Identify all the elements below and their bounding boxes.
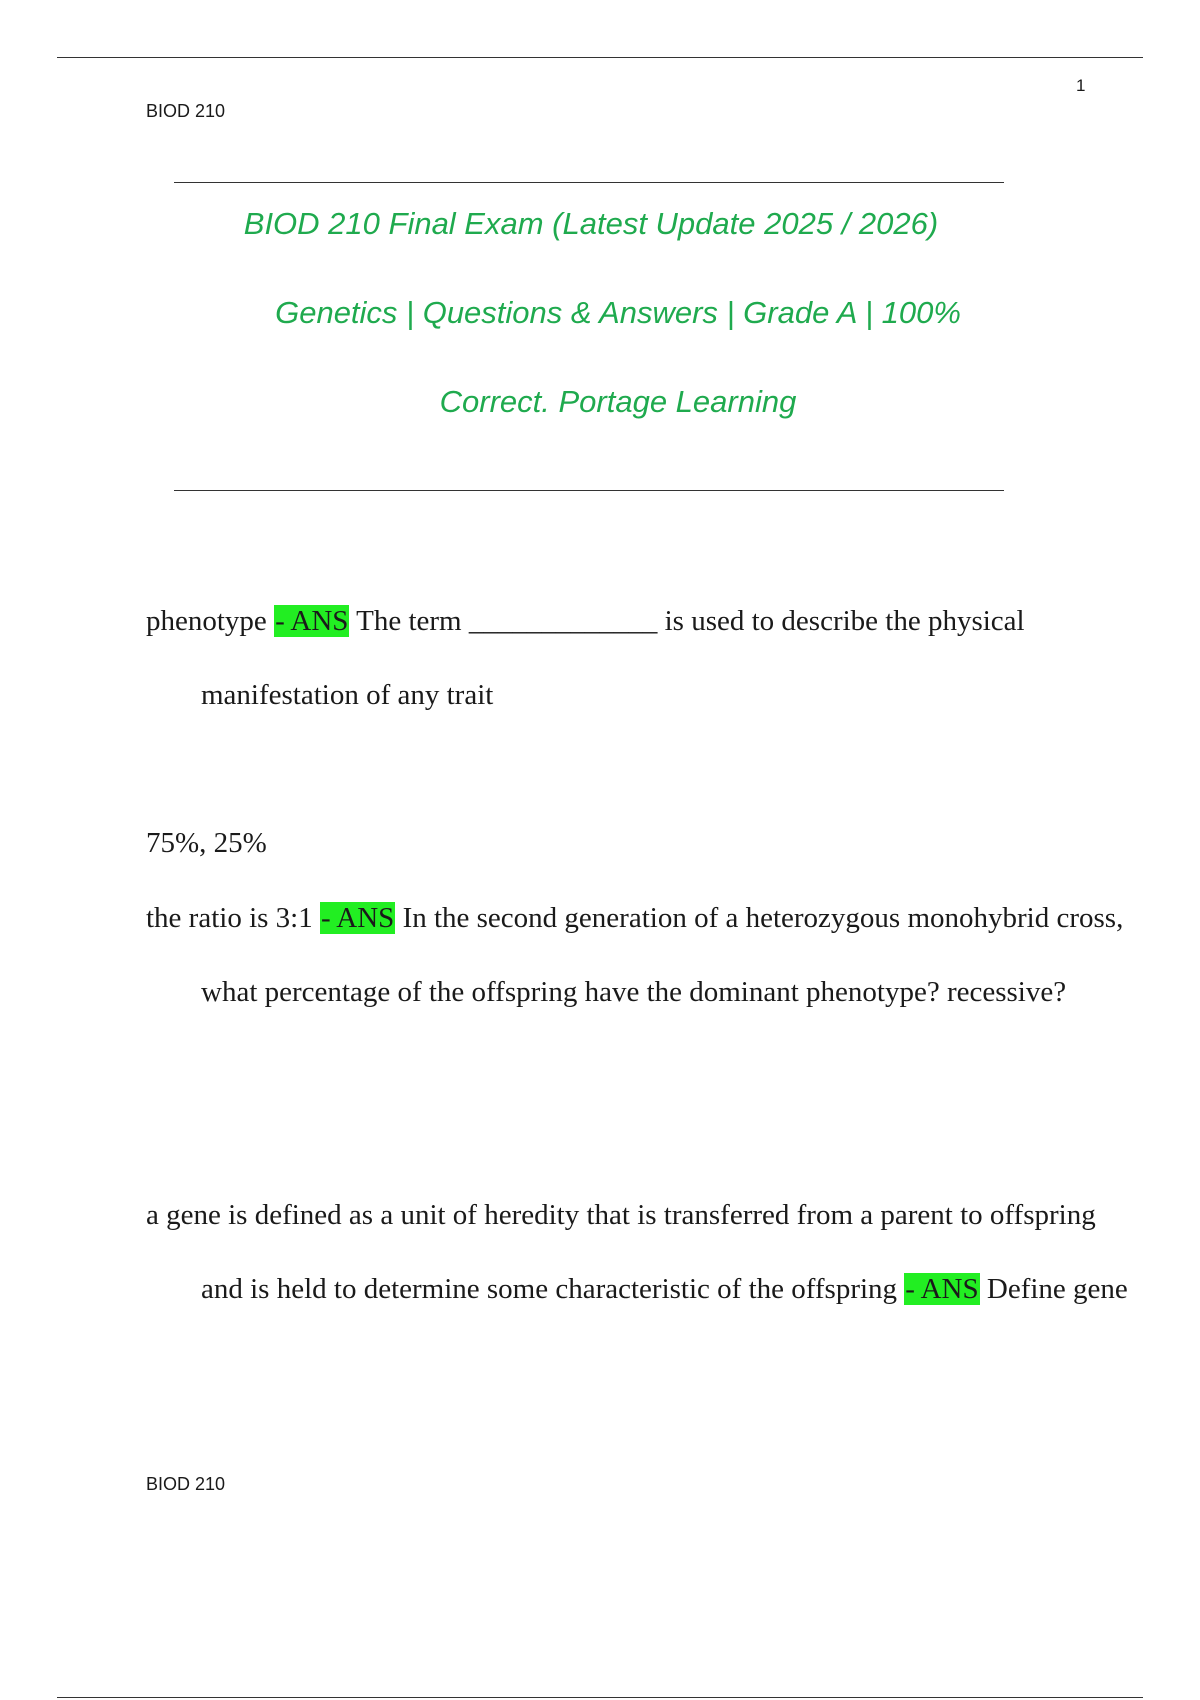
ans-marker: - ANS (275, 605, 349, 637)
title-bottom-rule (174, 490, 1004, 491)
qa-item-2 (146, 881, 1141, 1029)
qa-item-2-lead: 75%, 25% (146, 827, 267, 859)
page-footer: BIOD 210 (146, 1474, 226, 1494)
page-header: BIOD 210 (146, 101, 226, 121)
qa-item-3 (146, 1178, 1141, 1326)
bottom-border-line (57, 1697, 1143, 1698)
ans-marker: - ANS (320, 902, 395, 934)
question-text: Define gene (986, 1273, 1128, 1305)
document-title-line-1: BIOD 210 Final Exam (Latest Update 2025 / 2026) (243, 206, 939, 241)
title-top-rule (174, 182, 1004, 183)
answer-text: the ratio is 3:1 (146, 902, 313, 934)
document-title-line-3: Correct. Portage Learning (439, 384, 797, 419)
qa-item-1 (146, 584, 1141, 732)
answer-text: a gene is defined as a unit of heredity that is transferred from a parent to offspring and is held to determine some characteristic of the offspring (146, 1199, 1096, 1305)
top-border-line (57, 57, 1143, 58)
page-number: 1 (1076, 76, 1086, 95)
question-text: The term _____________ is used to describe the physical manifestation of any trait (201, 605, 1025, 711)
answer-text: phenotype (146, 605, 267, 637)
document-title-line-2: Genetics | Questions & Answers | Grade A | 100% (275, 295, 961, 330)
ans-marker: - ANS (905, 1273, 979, 1305)
question-text: In the second generation of a heterozygous monohybrid cross, what percentage of the offspring have the dominant phenotype? recessive? (201, 902, 1124, 1008)
